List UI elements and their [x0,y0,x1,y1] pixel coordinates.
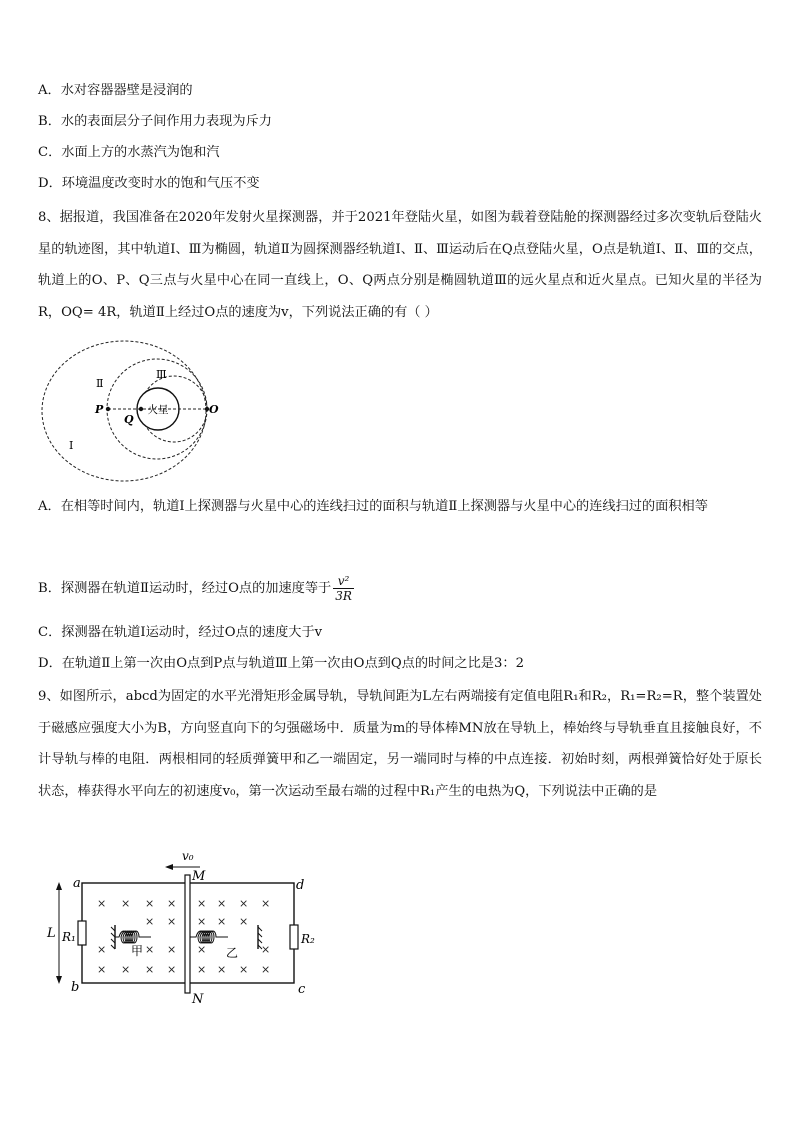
q8-option-b-text: B．探测器在轨道Ⅱ运动时，经过O点的加速度等于 [38,581,332,596]
svg-text:×: × [197,963,207,976]
label-spring-2: 乙 [226,946,239,960]
svg-text:×: × [217,963,227,976]
label-orbit-1: Ⅰ [69,439,74,452]
svg-text:×: × [167,963,177,976]
label-r1: R₁ [62,930,76,944]
svg-text:×: × [197,943,207,956]
svg-text:×: × [145,915,155,928]
rail-circuit-diagram [45,845,335,1015]
q8-stem: 8、据报道，我国准备在2020年发射火星探测器，并于2021年登陆火星，如图为载着登陆舱的探测器经过多次变轨后登陆火星的轨迹图，其中轨道Ⅰ、Ⅲ为椭圆，轨道Ⅱ为圆探测器经轨道Ⅰ、Ⅱ、Ⅲ运动后在Q点登陆火星，O点是轨道Ⅰ、Ⅱ、Ⅲ的交点，轨道上的O、P、Q三点与火星中心在同一直线上，O、Q两点分别是椭圆轨道Ⅲ的远火星点和近火星点。已知火星的半径为R，OQ= 4R，轨道Ⅱ上经过O点的速度为v，下列说法正确的有（ ） [38,210,762,320]
resistor-r1 [78,921,86,945]
svg-text:×: × [121,963,131,976]
label-d: d [296,878,305,893]
spring-right [190,931,228,943]
orbit-diagram [38,332,238,482]
q8-option-a: A．在相等时间内，轨道Ⅰ上探测器与火星中心的连线扫过的面积与轨道Ⅱ上探测器与火星中心的连线扫过的面积相等 [38,499,708,514]
acceleration-fraction [333,574,354,603]
q7-option-b: B．水的表面层分子间作用力表现为斥力 [38,114,272,129]
svg-text:×: × [197,897,207,910]
label-r2: R₂ [301,932,315,946]
spring-left [115,931,151,943]
orbit-1 [42,341,206,481]
svg-text:×: × [261,897,271,910]
label-m: M [192,869,206,884]
svg-text:×: × [97,963,107,976]
svg-text:×: × [145,943,155,956]
svg-text:×: × [217,897,227,910]
q8-option-b [38,574,354,603]
svg-text:×: × [145,963,155,976]
svg-text:×: × [167,915,177,928]
fraction-denominator: 3R [335,589,352,603]
label-c: c [298,982,306,997]
label-a: a [73,876,81,891]
q8-option-d: D．在轨道Ⅱ上第一次由O点到P点与轨道Ⅲ上第一次由O点到Q点的时间之比是3：2 [38,656,524,671]
q8-option-c: C．探测器在轨道Ⅰ运动时，经过O点的速度大于v [38,625,323,640]
q7-option-c: C．水面上方的水蒸汽为饱和汽 [38,145,220,160]
svg-text:×: × [97,943,107,956]
svg-text:×: × [121,897,131,910]
mars-label: 火星 [147,404,169,416]
svg-text:×: × [145,897,155,910]
conductor-rod [185,875,190,993]
svg-text:×: × [239,915,249,928]
fraction-numerator: v² [333,574,354,589]
q7-option-a: A．水对容器器壁是浸润的 [38,83,193,98]
svg-text:×: × [167,943,177,956]
q9-stem: 9、如图所示，abcd为固定的水平光滑矩形金属导轨，导轨间距为L左右两端接有定值电阻R₁和R₂，R₁=R₂=R，整个装置处于磁感应强度大小为B，方向竖直向下的匀强磁场中．质量为m的导体棒MN放在导轨上，棒始终与导轨垂直且接触良好，不计导轨与棒的电阻．两根相同的轻质弹簧甲和乙一端固定，另一端同时与棒的中点连接．初始时刻，两根弹簧恰好处于原长状态，棒获得水平向左的初速度v₀，第一次运动至最右端的过程中R₁产生的电热为Q，下列说法中正确的是 [38,689,762,799]
label-n: N [192,992,204,1007]
svg-text:×: × [97,897,107,910]
label-orbit-3: Ⅲ [156,368,167,381]
label-orbit-2: Ⅱ [96,377,104,390]
svg-text:×: × [197,915,207,928]
label-q: Q [124,413,134,426]
svg-text:×: × [217,915,227,928]
label-o: O [209,403,219,416]
svg-text:×: × [261,943,271,956]
svg-text:×: × [167,897,177,910]
label-v0: v₀ [182,849,194,863]
svg-text:×: × [239,963,249,976]
label-b: b [71,980,80,995]
label-p: P [95,403,104,416]
svg-text:×: × [261,963,271,976]
resistor-r2 [290,925,298,949]
svg-text:×: × [239,897,249,910]
label-spring-1: 甲 [131,944,144,958]
label-l: L [47,926,56,941]
q7-option-d: D．环境温度改变时水的饱和气压不变 [38,176,260,191]
